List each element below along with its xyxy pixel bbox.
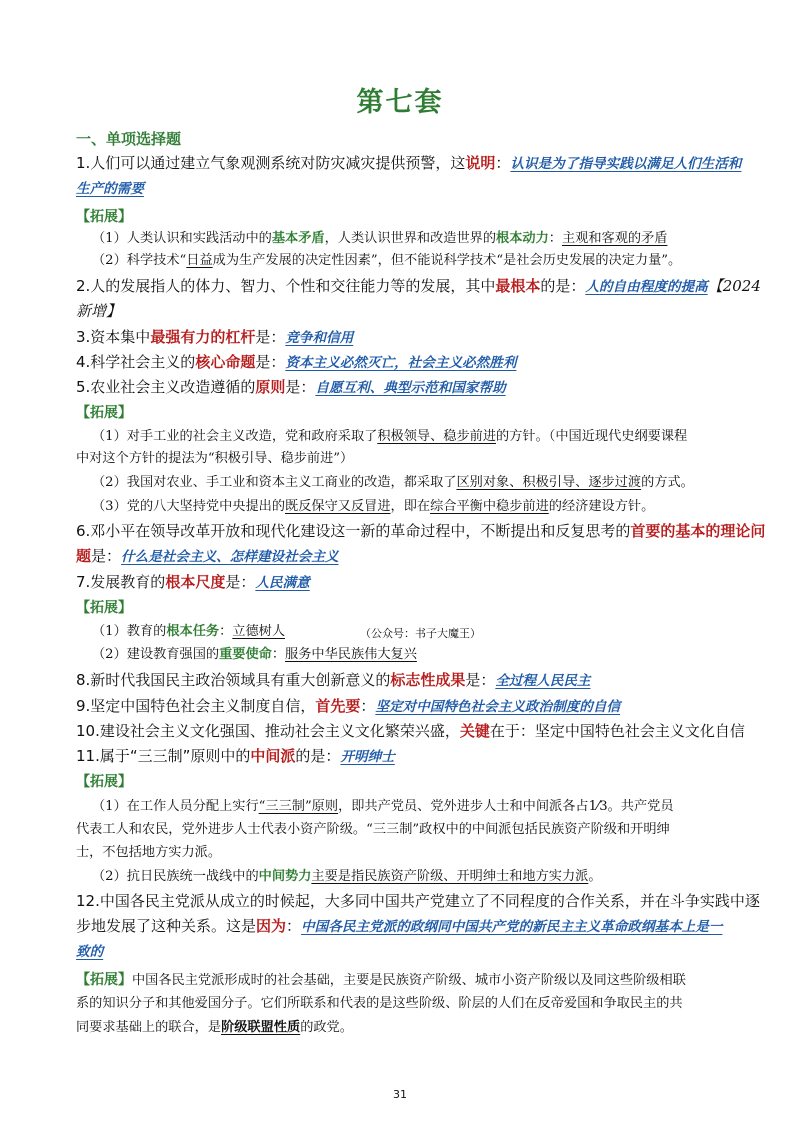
text-span: 【拓展】: [76, 972, 132, 988]
text-span: （2）科学技术“: [92, 253, 187, 268]
text-span: 坚定对中国特色社会主义政治制度的自信: [375, 699, 621, 715]
text-span: 开明绅士: [340, 749, 395, 765]
text-span: 1.人们可以通过建立气象观测系统对防灾减灾提供预警，这: [76, 154, 466, 172]
question-1-cont: [76, 178, 144, 199]
text-span: （1）人类认识和实践活动中的: [92, 231, 272, 246]
watermark-note: （公众号：书子大魔王）: [360, 627, 481, 640]
text-span: 日益: [186, 253, 213, 268]
question-10: [76, 721, 745, 741]
text-span: 是：: [255, 328, 286, 346]
question-3: [76, 327, 353, 348]
text-span: ：: [548, 231, 562, 246]
question-11: [76, 746, 395, 767]
text-span: 重要使命: [219, 647, 272, 662]
extension-5-2: [92, 473, 694, 493]
question-1: [76, 153, 741, 174]
text-span: 步地发展了这种关系。这是: [76, 917, 257, 935]
text-span: 根本任务: [166, 624, 220, 639]
text-span: 是：: [91, 547, 122, 565]
extension-5-1: [92, 427, 687, 447]
text-span: 3.资本集中: [76, 328, 151, 346]
extension-1-1: [92, 229, 667, 249]
text-span: 是：: [465, 671, 496, 689]
text-span: ，即在: [390, 499, 431, 514]
text-span: 致的: [76, 944, 104, 960]
text-span: 什么是社会主义、怎样建设社会主义: [121, 549, 339, 565]
text-span: 核心命题: [195, 353, 256, 371]
text-span: 区别对象、积极引导、逐步过渡: [456, 475, 642, 490]
text-span: （1）对手工业的社会主义改造，党和政府采取了: [92, 429, 378, 444]
text-span: 是：: [285, 378, 316, 396]
question-2-cont: [76, 301, 121, 321]
extension-11-1-cont: 代表工人和农民，党外进步人士代表小资产阶级。“三三制”政权中的中间派包括民族资产阶级和开明绅: [76, 822, 670, 837]
answer-1: 认识是为了指导实践以满足人们生活和: [510, 156, 742, 172]
extension-12-1: [76, 970, 686, 991]
text-span: 基本矛盾: [271, 231, 325, 246]
text-span: 首先要: [315, 697, 361, 715]
extension-tag: 【拓展】: [76, 600, 132, 616]
text-span: 同要求基础上的联合，是: [76, 1020, 222, 1035]
question-12: 12.中国各民主党派从成立的时候起，大多同中国共产党建立了不同程度的合作关系，并在斗争实践中逐: [76, 892, 760, 910]
text-span: 首要的基本的理论问: [630, 522, 766, 540]
text-span: 自愿互利、典型示范和国家帮助: [315, 380, 506, 396]
text-span: 中间派: [250, 747, 296, 765]
text-span: “三三制”原则: [258, 799, 339, 814]
text-span: 5.农业社会主义改造遵循的: [76, 378, 256, 396]
text-span: （2）我国对农业、手工业和资本主义工商业的改造，都采取了: [92, 475, 457, 490]
text-span: 服务中华民族伟大复兴: [285, 647, 417, 662]
text-span: 题: [76, 547, 92, 565]
text-span: 。: [588, 869, 602, 884]
text-span: 积极领导、稳步前进: [377, 429, 497, 444]
text-span: 的方针。（中国近现代史纲要课程: [496, 429, 688, 444]
text-span: 因为: [256, 917, 287, 935]
text-span: 是：: [225, 573, 256, 591]
text-span: 综合平衡中稳步前进: [430, 499, 549, 514]
text-span: 人的自由程度的提高: [585, 279, 708, 295]
text-span: ：: [271, 647, 286, 662]
text-span: ，人类认识世界和改造世界的: [324, 231, 497, 246]
text-span: 根本动力: [496, 231, 549, 246]
text-span: 标志性成果: [390, 671, 466, 689]
text-span: 中国各民主党派形成时的社会基础，主要是民族资产阶级、城市小资产阶级以及同这些阶级相联: [132, 973, 686, 988]
text-span: 立德树人: [232, 624, 286, 639]
extension-12-2: 系的知识分子和其他爱国分子。它们所联系和代表的是这些阶级、阶层的人们在反帝爱国和争取民主的共: [76, 996, 683, 1011]
extension-11-1: [92, 797, 674, 817]
text-span: 最根本: [495, 277, 541, 295]
text-span: ：: [495, 154, 511, 172]
text-span: 的是：: [295, 747, 341, 765]
text-span: 【2024: [707, 277, 761, 295]
section-heading: 一、单项选择题: [76, 130, 182, 148]
text-span: 原则: [255, 378, 286, 396]
text-span: 资本主义必然灭亡，社会主义必然胜利: [285, 355, 517, 371]
extension-12-3: [76, 1018, 353, 1038]
question-12-cont2: [76, 941, 103, 962]
text-span: 成为生产发展的决定性因素”，但不能说科学技术“是社会历史发展的决定力量”。: [212, 253, 682, 268]
text-span: 6.邓小平在领导改革开放和现代化建设这一新的革命过程中，不断提出和反复思考的: [76, 522, 631, 540]
text-span: 的是：: [540, 277, 586, 295]
text-span: （2）建设教育强国的: [92, 647, 220, 662]
text-span: 是：: [255, 353, 286, 371]
text-span: ：: [360, 697, 376, 715]
text-span: 人民满意: [255, 575, 310, 591]
text-span: 中间势力: [258, 869, 312, 884]
text-span: 2.人的发展指人的体力、智力、个性和交往能力等的发展，其中: [76, 277, 496, 295]
text-span: （1）在工作人员分配上实行: [92, 799, 259, 814]
extension-tag: 【拓展】: [76, 209, 132, 225]
text-span: 主观和客观的矛盾: [561, 231, 668, 246]
text-span: （3）党的八大坚持党中央提出的: [92, 499, 286, 514]
text-span: 阶级联盟性质: [221, 1020, 301, 1035]
text-span: 在于：坚定中国特色社会主义文化自信: [489, 722, 745, 740]
question-8: [76, 670, 591, 691]
extension-tag: 【拓展】: [76, 405, 132, 421]
question-6-cont: [76, 546, 339, 567]
question-5: [76, 377, 506, 398]
text-span: 中国各民主党派的政纲同中国共产党的新民主主义革命政纲基本上是一: [301, 919, 723, 935]
extension-11-1-cont2: 士，不包括地方实力派。: [76, 845, 222, 860]
question-12-cont: [76, 916, 722, 937]
text-span: ：: [219, 624, 233, 639]
text-span: 主要是指民族资产阶级、开明绅士和地方实力派: [311, 869, 589, 884]
text-span: 9.坚定中国特色社会主义制度自信，: [76, 697, 316, 715]
extension-7-1: [92, 622, 285, 642]
page-title: 第七套: [356, 87, 444, 118]
text-span: 的经济建设方针。: [548, 499, 655, 514]
text-span: ，即共产党员、党外进步人士和中间派各占1⁄3。共产党员: [338, 799, 674, 814]
text-span: ：: [286, 917, 302, 935]
text-span: 既反保守又反冒进: [285, 499, 391, 514]
text-span: 最强有力的杠杆: [150, 328, 256, 346]
extension-5-1-cont: [76, 449, 353, 469]
text-span: 根本尺度: [165, 573, 226, 591]
page-number: 31: [393, 1088, 407, 1101]
text-span: 11.属于“三三制”原则中的: [76, 747, 251, 765]
question-7: [76, 572, 310, 593]
text-span: （2）抗日民族统一战线中的: [92, 869, 259, 884]
text-span: 7.发展教育的: [76, 573, 166, 591]
text-span: 中对这个方针的提法为“积极引导、稳步前进”）: [76, 451, 354, 466]
extension-5-3: [92, 497, 654, 517]
text-span: 生产的需要: [76, 181, 144, 197]
extension-11-2: [92, 867, 602, 887]
extension-1-2: [92, 251, 681, 271]
extension-tag: 【拓展】: [76, 774, 132, 790]
text-span: 的政党。: [300, 1020, 353, 1035]
question-2: [76, 276, 761, 297]
question-9: [76, 696, 620, 717]
text-span: 竞争和信用: [285, 330, 354, 346]
text-span: 8.新时代我国民主政治领域具有重大创新意义的: [76, 671, 391, 689]
extension-7-2: [92, 645, 417, 665]
text-span: 的方式。: [641, 475, 694, 490]
text-span: 关键: [459, 722, 490, 740]
text-span: 10.建设社会主义文化强国、推动社会主义文化繁荣兴盛，: [76, 722, 460, 740]
question-4: [76, 352, 516, 373]
text-span: 新增】: [76, 302, 122, 320]
text-span: 4.科学社会主义的: [76, 353, 196, 371]
text-span: 全过程人民民主: [495, 673, 591, 689]
question-6: [76, 521, 765, 541]
text-span: 说明: [465, 154, 496, 172]
text-span: （1）教育的: [92, 624, 167, 639]
